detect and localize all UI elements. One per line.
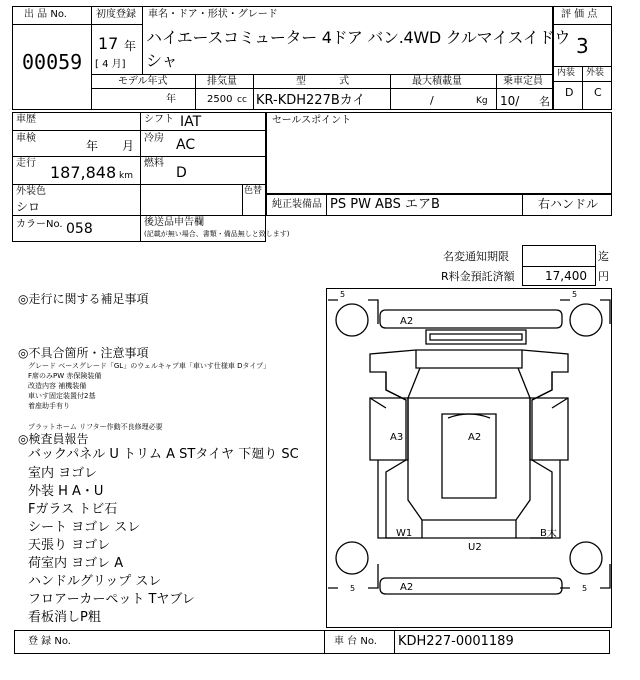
fuel-value: D — [176, 165, 187, 181]
displacement-value: 2500 — [207, 94, 233, 105]
inspector-line: 室内 ヨゴレ — [28, 466, 98, 481]
interior-grade-label: 内装 — [557, 68, 576, 78]
equipment-value: PS PW ABS エアB — [330, 197, 440, 212]
car-name-label: 車名・ドア・形状・グレード — [148, 9, 278, 20]
exterior-grade: C — [594, 86, 602, 99]
inspection-year: 年 — [86, 139, 99, 153]
capacity-label: 乗車定員 — [503, 76, 543, 87]
model-year-label: モデル年式 — [118, 76, 168, 87]
inspector-line: バックパネル U トリム A STタイヤ 下廻り SC — [28, 447, 299, 462]
max-load-label: 最大積載量 — [412, 76, 462, 87]
tire-label-front-right: 5 — [572, 290, 578, 299]
tire-label-front-left: 5 — [340, 290, 346, 299]
inspector-line: 天張り ヨゴレ — [28, 538, 111, 553]
mileage-unit: km — [119, 171, 133, 181]
tire-front-right — [570, 304, 602, 336]
model-year-unit: 年 — [166, 94, 176, 105]
exterior-grade-label: 外装 — [586, 68, 605, 78]
damage-mark: A2 — [400, 316, 414, 327]
lot-number: 00059 — [22, 50, 83, 74]
equipment-label: 純正装備品 — [272, 199, 322, 210]
fuel-label: 燃料 — [144, 158, 164, 169]
model-code-label: 型 式 — [296, 76, 350, 87]
damage-mark: A3 — [390, 432, 404, 443]
inspection-label: 車検 — [16, 133, 36, 144]
defect-note: 車いす固定装置付2基 — [28, 392, 96, 400]
tire-front-left — [336, 304, 368, 336]
damage-mark: A2 — [400, 582, 414, 593]
inspector-line: 外装 H A・U — [28, 484, 104, 499]
recycle-unit: 円 — [598, 270, 609, 283]
chassis-number: KDH227-0001189 — [398, 634, 514, 649]
name-change-box — [522, 245, 596, 267]
inspection-month: 月 — [122, 139, 135, 153]
color-no-value: 058 — [66, 221, 93, 237]
defect-note: グレード ベースグレード「GL」のウェルキャブ車「車いす仕様車 Dタイプ」 — [28, 362, 271, 370]
ac-label: 冷房 — [144, 133, 164, 144]
inspector-line: Fガラス トビ石 — [28, 502, 118, 517]
damage-mark: U2 — [468, 542, 482, 553]
tire-rear-left — [336, 542, 368, 574]
name-change-unit: 迄 — [598, 250, 609, 263]
grade-value: 3 — [576, 34, 589, 58]
vehicle-damage-diagram — [326, 288, 612, 628]
displacement-unit: cc — [237, 95, 247, 105]
first-reg-year-unit: 年 — [124, 39, 137, 53]
after-items-label: 後送品申告欄 — [144, 217, 204, 228]
defect-note: 着座助手有り — [28, 402, 70, 410]
name-change-label: 名変通知期限 — [443, 250, 509, 263]
car-name-line2: シャ — [146, 51, 178, 70]
first-reg-label: 初度登録 — [96, 9, 136, 20]
defect-note: プラットホーム リフター作動不良修理必要 — [28, 423, 163, 431]
capacity-value: 10/ — [500, 94, 520, 108]
first-reg-month: [ 4 月] — [95, 59, 126, 70]
ext-color-value: シロ — [16, 200, 41, 214]
model-code: KR-KDH227Bカイ — [256, 93, 366, 108]
car-name-line1: ハイエースコミューター 4ドア バン.4WD クルマイスイドウ — [146, 28, 571, 47]
defect-note: F席のみPW 赤保険装備 — [28, 372, 102, 380]
mileage-label: 走行 — [16, 158, 36, 169]
damage-mark: W1 — [396, 528, 413, 539]
defect-heading: ◎不具合箇所・注意事項 — [18, 346, 149, 360]
ac-value: AC — [176, 137, 196, 153]
inspector-line: ハンドルグリップ スレ — [28, 574, 162, 589]
history-label: 車歴 — [16, 114, 36, 125]
recycle-amount: 17,400 — [545, 269, 587, 283]
inspector-line: シート ヨゴレ スレ — [28, 520, 141, 535]
color-no-label: カラーNo. — [16, 219, 63, 230]
defect-note: 改造内容 補機装備 — [28, 382, 87, 390]
first-reg-year: 17 — [98, 34, 119, 53]
lot-number-label: 出 品 No. — [24, 9, 67, 20]
max-load-unit: Kg — [476, 96, 488, 106]
inspector-line: 看板消しP粗 — [28, 610, 101, 625]
color-change-label: 色替 — [244, 186, 263, 196]
grade-label: 評 価 点 — [561, 9, 598, 20]
capacity-unit: 名 — [539, 95, 550, 108]
shift-value: IAT — [180, 114, 202, 130]
tire-label-rear-right: 5 — [582, 584, 588, 593]
inspector-line: フロアーカーペット Tヤブレ — [28, 592, 195, 607]
max-load-slash: / — [430, 94, 434, 107]
recycle-label: R料金預託済額 — [441, 270, 515, 283]
damage-mark: A2 — [468, 432, 482, 443]
handle-value: 右ハンドル — [538, 197, 599, 211]
damage-mark: B大 — [540, 528, 557, 539]
driving-heading: ◎走行に関する補足事項 — [18, 292, 149, 306]
interior-grade: D — [565, 86, 574, 99]
shift-label: シフト — [144, 114, 174, 125]
inspector-heading: ◎検査員報告 — [18, 432, 89, 446]
tire-label-rear-left: 5 — [350, 584, 356, 593]
registration-box — [14, 630, 610, 654]
inspector-line: 荷室内 ヨゴレ A — [28, 556, 124, 571]
sales-point-label: セールスポイント — [272, 115, 352, 126]
after-items-note: (記載が無い場合、書類・備品無しと致します) — [144, 230, 290, 238]
chassis-label: 車 台 No. — [334, 636, 377, 647]
displacement-label: 排気量 — [207, 76, 237, 87]
tire-rear-right — [570, 542, 602, 574]
ext-color-label: 外装色 — [16, 186, 46, 197]
mileage-value: 187,848 — [50, 163, 117, 182]
registration-label: 登 録 No. — [28, 636, 71, 647]
